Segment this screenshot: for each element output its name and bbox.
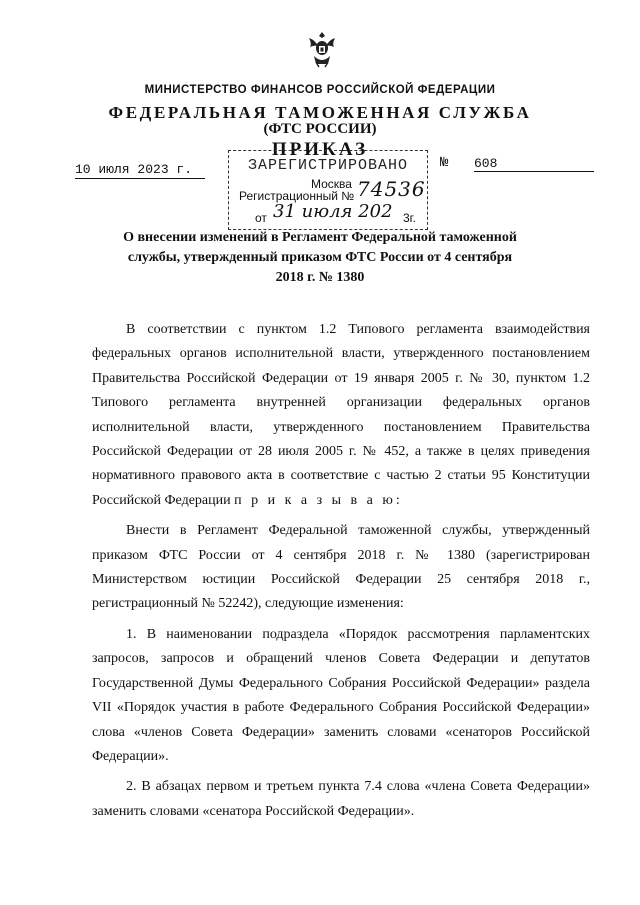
stamp-reg-label: Регистрационный № — [239, 189, 355, 203]
paragraph-amend: Внести в Регламент Федеральной таможенной службы, утвержденный приказом ФТС России от 4 сентября 2018 г. № 1380 (зарегистрирован Министерством юстиции Российской Федерации 25 сентября 2018 г., регистрационный № 52242), следующие изменения: — [92, 523, 590, 612]
stamp-city: Москва — [311, 177, 352, 191]
ministry-name: МИНИСТЕРСТВО ФИНАНСОВ РОССИЙСКОЙ ФЕДЕРАЦИИ — [144, 84, 496, 96]
registration-stamp — [228, 150, 428, 230]
order-number-label: № — [440, 155, 449, 171]
stamp-reg-number: 74536 — [357, 177, 426, 201]
paragraph-item-1: 1. В наименовании подраздела «Порядок рассмотрения парламентских запросов, запросов и обращений членов Совета Федерации и депутатов Государственной Думы Федерального Собрания Российской Федерации» раздела VII «Порядок участия в работе Федерального Собрания Российской Федерации» слова «членов Совета Федерации» заменить словами «сенаторов Российской Федерации». — [92, 626, 590, 764]
document-title: О внесении изменений в Регламент Федеральной таможенной службы, утвержденный приказом ФТС России от 4 сентября 2018 г. № 1380 — [123, 230, 517, 285]
service-abbreviation: (ФТС РОССИИ) — [263, 121, 377, 137]
document-type: ПРИКАЗ — [271, 139, 369, 160]
coat-of-arms-emblem — [305, 30, 339, 68]
paragraph-item-2: 2. В абзацах первом и третьем пункта 7.4 слова «члена Совета Федерации» заменить словами «сенатора Российской Федерации». — [92, 779, 590, 819]
order-date: 10 июля 2023 г. — [75, 162, 205, 179]
paragraph-preamble — [92, 318, 590, 513]
stamp-from-label: от — [255, 211, 267, 225]
order-number: 608 — [474, 156, 594, 172]
preamble-text: В соответствии с пунктом 1.2 Типового регламента взаимодействия федеральных органов исполнительной власти, утвержденного постановлением Правительства Российской Федерации от 19 января 2005 г. № 30, пунктом 1.2 Типового регламента внутренней организации федеральных органов исполнительной власти, утвержденного постановлением Правительства Российской Федерации от 28 июля 2005 г. № 452, а также в целях приведения нормативного правового акта в соответствие с частью 2 статьи 95 Конституции Российской Федерации — [92, 322, 590, 508]
stamp-reg-date: 31 июля 202 — [273, 201, 393, 222]
service-name: ФЕДЕРАЛЬНАЯ ТАМОЖЕННАЯ СЛУЖБА — [108, 103, 532, 122]
order-word: п р и к а з ы в а ю: — [234, 492, 403, 508]
stamp-year-suffix: 3г. — [403, 211, 416, 225]
document-body — [92, 318, 590, 830]
stamp-title: ЗАРЕГИСТРИРОВАНО — [247, 157, 409, 174]
